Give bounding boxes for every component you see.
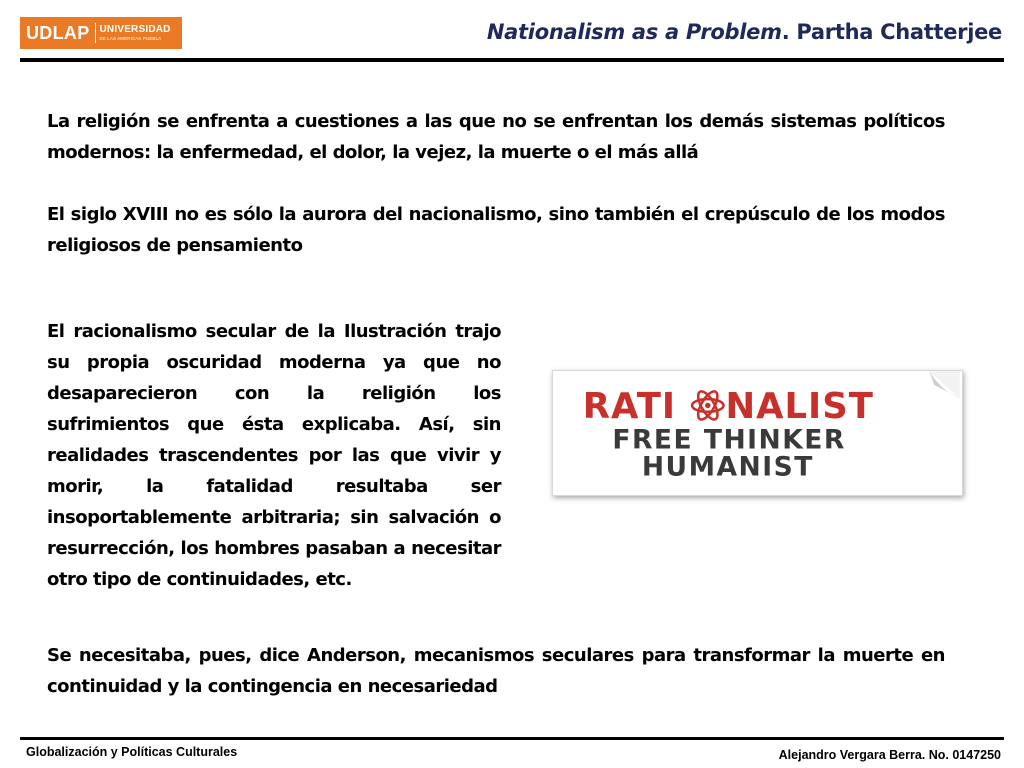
slide-title [487, 20, 1002, 44]
header-divider [20, 58, 1004, 62]
paragraph-religion: La religión se enfrenta a cuestiones a las que no se enfrentan los demás sistemas políticos modernos: la enfermedad, el dolor, la vejez, la muerte o el más allá [47, 111, 945, 163]
humanist-text: HUMANIST [641, 451, 814, 483]
udlap-logo [20, 17, 182, 49]
paragraph-siglo-xviii: El siglo XVIII no es sólo la aurora del nacionalismo, sino también el crepúsculo de los modos religiosos de pensamiento [47, 204, 945, 256]
logo-divider [95, 23, 96, 43]
footer-divider [20, 737, 1004, 740]
rationalist-image [552, 370, 963, 496]
logo-main-text: UDLAP [26, 22, 90, 43]
atom-icon [692, 389, 723, 423]
slide-title-author: . Partha Chatterjee [781, 20, 1002, 44]
footer-author: Alejandro Vergara Berra. No. 0147250 [778, 748, 1001, 762]
rationalist-text-left: RATI [582, 386, 677, 428]
slide-title-book: Nationalism as a Problem [486, 20, 782, 44]
logo-sub-line1: UNIVERSIDAD [99, 23, 171, 35]
paragraph-racionalismo: El racionalismo secular de la Ilustración trajo su propia oscuridad moderna ya que no desaparecieron con la religión los sufrimientos que ésta explicaba. Así, sin realidades trascendentes por las que vivir y morir, la fatalidad resultaba ser insoportablemente arbitraria; sin salvación o resurrección, los hombres pasaban a necesitar otro tipo de continuidades, etc. [47, 321, 501, 590]
footer-course: Globalización y Políticas Culturales [26, 745, 238, 759]
rationalist-graphic [553, 371, 962, 495]
page-curl-shape [929, 371, 960, 399]
logo-sub-line2: DE LAS AMÉRICAS PUEBLA [99, 35, 162, 41]
logo-subtitle [100, 25, 171, 42]
rationalist-text-right: NALIST [725, 386, 874, 428]
free-thinker-text: FREE THINKER [612, 424, 846, 456]
paragraph-anderson: Se necesitaba, pues, dice Anderson, mecanismos seculares para transformar la muerte en continuidad y la contingencia en necesariedad [47, 645, 945, 697]
